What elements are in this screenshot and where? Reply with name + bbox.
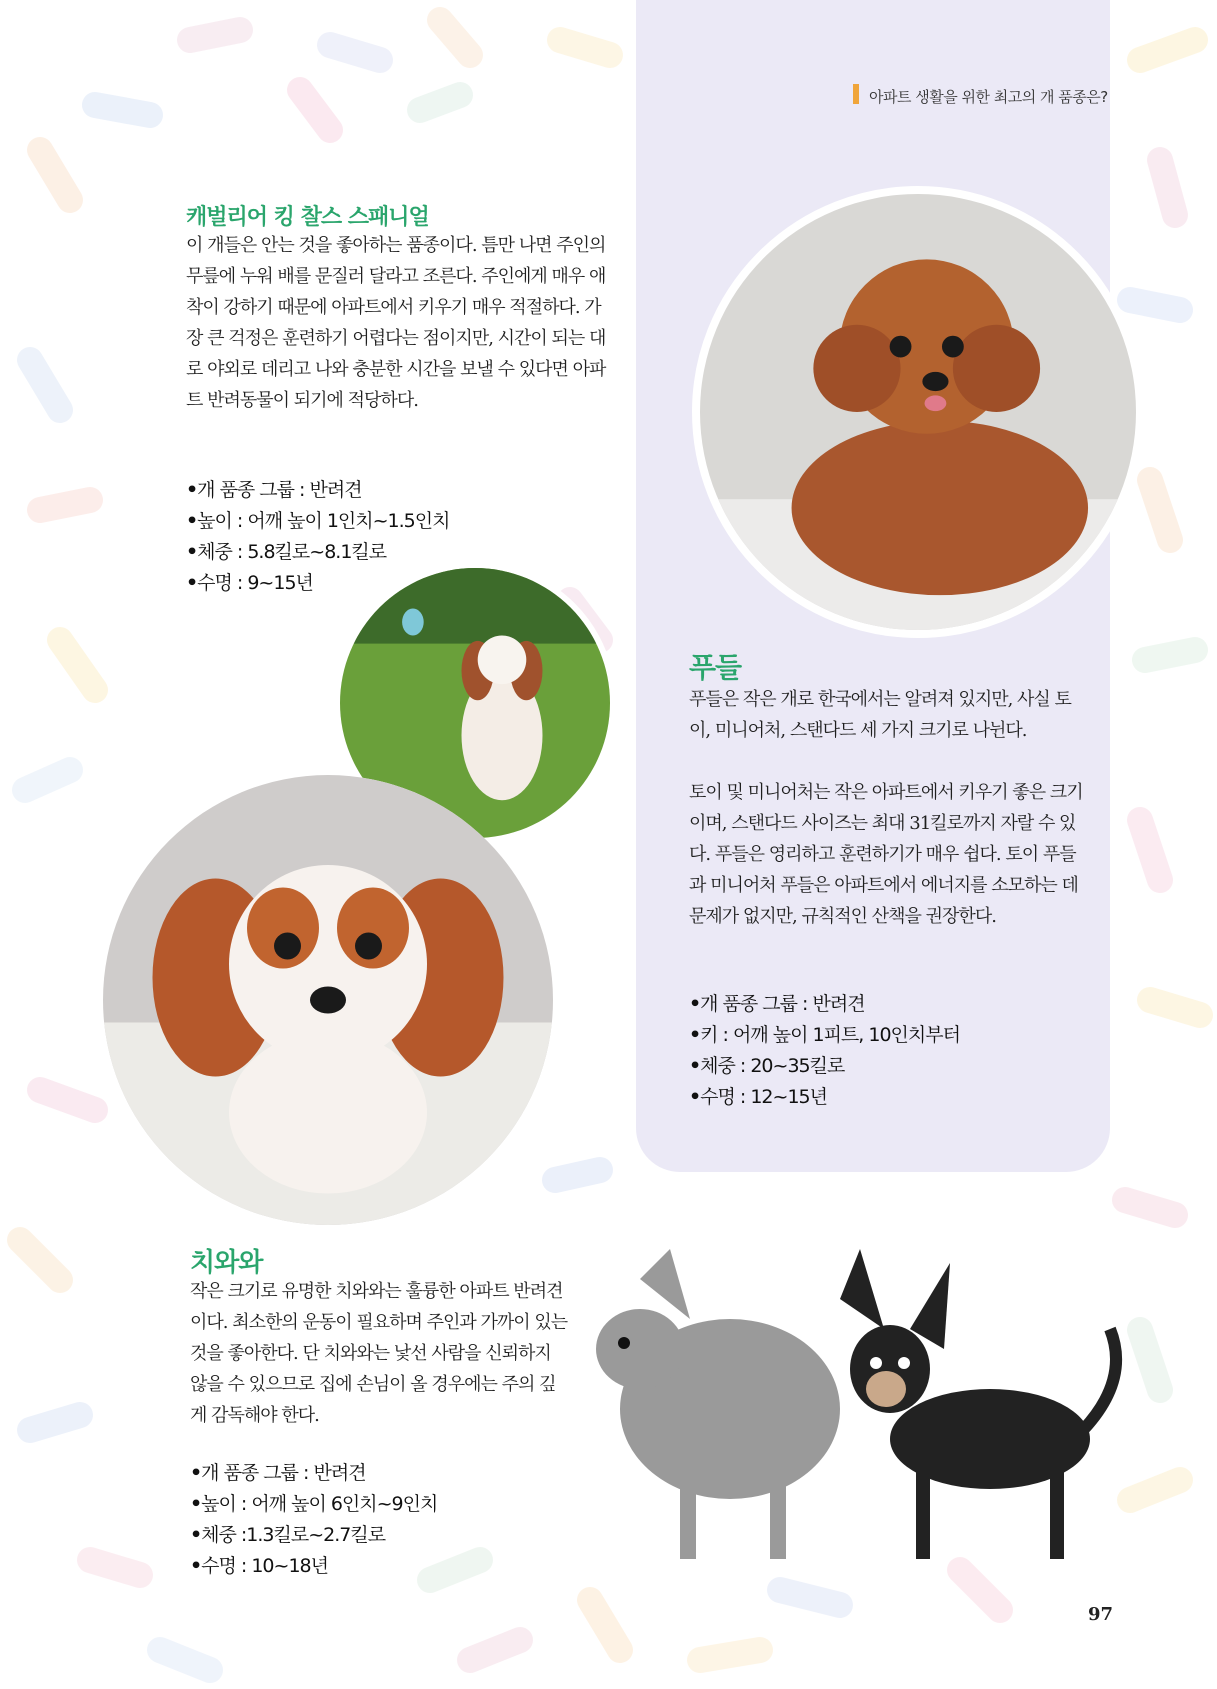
chihuahua-title: 치와와 xyxy=(190,1248,263,1278)
poodle-specs xyxy=(689,989,1089,1113)
poodle-photo xyxy=(692,186,1144,638)
page-number: 97 xyxy=(1088,1604,1114,1625)
poodle-body: 푸들은 작은 개로 한국에서는 알려져 있지만, 사실 토이, 미니어처, 스탠다드 세 가지 크기로 나뉜다. xyxy=(689,689,1071,741)
spec-weight: • 체중 : 20~35킬로 xyxy=(689,1051,1089,1082)
chihuahua-photo xyxy=(560,1238,1160,1580)
spec-weight: • 체중 :1.3킬로~2.7킬로 xyxy=(190,1520,590,1551)
spec-lifespan: • 수명 : 10~18년 xyxy=(190,1551,590,1582)
cavalier-title: 캐벌리어 킹 찰스 스패니얼 xyxy=(186,205,429,230)
cavalier-specs xyxy=(186,475,586,599)
poodle-body-2: 토이 및 미니어처는 작은 아파트에서 키우기 좋은 크기이며, 스탠다드 사이즈는 최대 31킬로까지 자랄 수 있다. 푸들은 영리하고 훈련하기가 매우 쉽다. 토이 푸들과 미니어처 푸들은 아파트에서 에너지를 소모하는 데 문제가 없지만, 규칙적인 산책을 권장한다. xyxy=(689,782,1083,927)
spec-height: • 키 : 어깨 높이 1피트, 10인치부터 xyxy=(689,1020,1089,1051)
spec-height: • 높이 : 어깨 높이 1인치~1.5인치 xyxy=(186,506,586,537)
spec-group: • 개 품종 그룹 : 반려견 xyxy=(190,1458,590,1489)
chihuahua-body: 작은 크기로 유명한 치와와는 훌륭한 아파트 반려견이다. 최소한의 운동이 필요하며 주인과 가까이 있는 것을 좋아한다. 단 치와와는 낯선 사람을 신뢰하지 않을 수 있으므로 집에 손님이 올 경우에는 주의 깊게 감독해야 한다. xyxy=(190,1281,568,1426)
header-accent-bar xyxy=(853,84,859,104)
chihuahua-specs xyxy=(190,1458,590,1582)
spec-group: • 개 품종 그룹 : 반려견 xyxy=(689,989,1089,1020)
running-header: 아파트 생활을 위한 최고의 개 품종은? xyxy=(869,88,1108,106)
spec-weight: • 체중 : 5.8킬로~8.1킬로 xyxy=(186,537,586,568)
spec-lifespan: • 수명 : 12~15년 xyxy=(689,1082,1089,1113)
spec-lifespan: • 수명 : 9~15년 xyxy=(186,568,586,599)
poodle-title: 푸들 xyxy=(689,651,742,684)
spec-height: • 높이 : 어깨 높이 6인치~9인치 xyxy=(190,1489,590,1520)
cavalier-photo-puppy xyxy=(103,775,553,1225)
cavalier-body: 이 개들은 안는 것을 좋아하는 품종이다. 틈만 나면 주인의 무릎에 누워 배를 문질러 달라고 조른다. 주인에게 매우 애착이 강하기 때문에 아파트에서 키우기 매우 적절하다. 가장 큰 걱정은 훈련하기 어렵다는 점이지만, 시간이 되는 대로 야외로 데리고 나와 충분한 시간을 보낼 수 있다면 아파트 반려동물이 되기에 적당하다. xyxy=(186,235,606,411)
spec-group: • 개 품종 그룹 : 반려견 xyxy=(186,475,586,506)
